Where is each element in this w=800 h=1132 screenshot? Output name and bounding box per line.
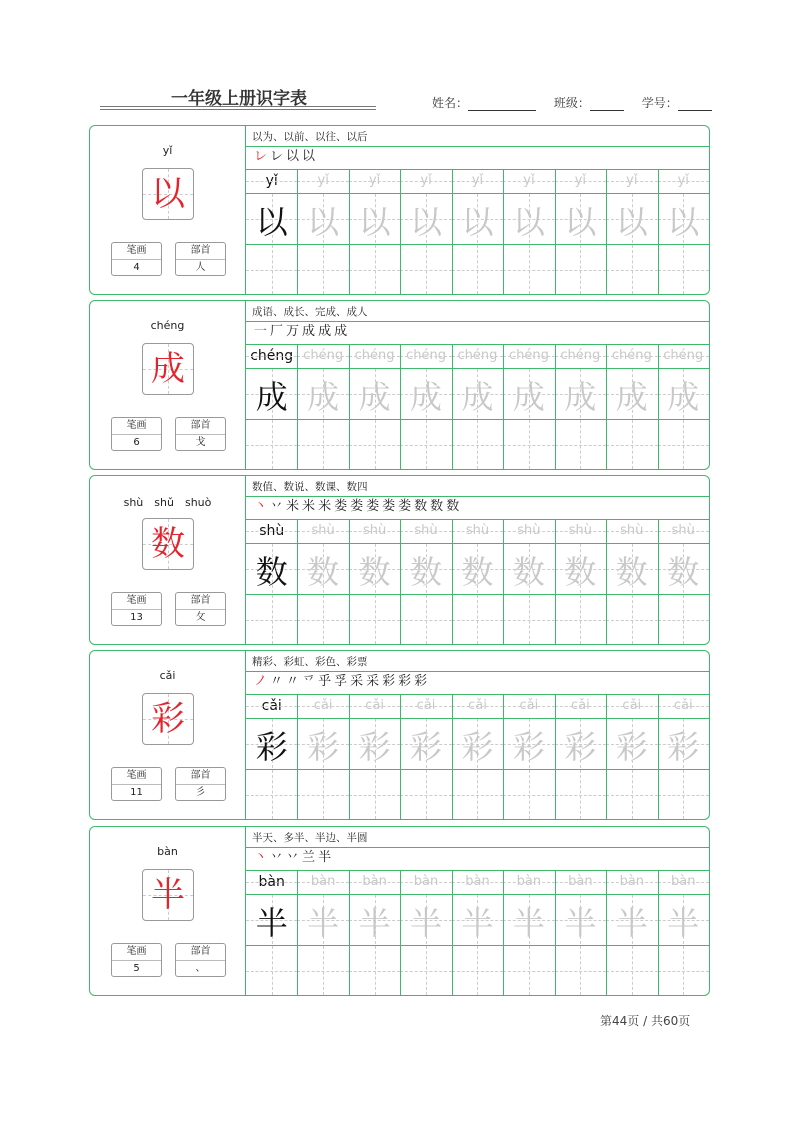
character-info-panel bbox=[90, 301, 246, 469]
pinyin-cell[interactable] bbox=[349, 169, 400, 193]
stroke-step: 孚 bbox=[334, 674, 348, 689]
pinyin-trace: cǎi bbox=[313, 698, 333, 713]
stroke-count-label: 笔画 bbox=[112, 768, 161, 785]
stroke-step: 兰 bbox=[302, 850, 316, 865]
practice-grid bbox=[246, 301, 709, 469]
pinyin-trace: cǎi bbox=[365, 698, 384, 713]
class-label: 班级： bbox=[553, 96, 590, 110]
radical-label: 部首 bbox=[176, 768, 225, 785]
stroke-step: 乎 bbox=[318, 674, 332, 689]
stroke-count-value: 13 bbox=[130, 612, 143, 623]
practice-grid bbox=[246, 651, 709, 819]
character-trace: 半 bbox=[615, 903, 648, 942]
character-trace: 半 bbox=[410, 903, 443, 942]
pinyin-cell[interactable] bbox=[246, 519, 297, 543]
pinyin-trace: bàn bbox=[516, 874, 542, 889]
stroke-count-label: 笔画 bbox=[112, 418, 161, 435]
character-red: 以 bbox=[151, 174, 185, 214]
stroke-step: 丶 bbox=[254, 499, 268, 514]
stroke-step: 彩 bbox=[398, 674, 412, 689]
stroke-count-label: 笔画 bbox=[112, 593, 161, 610]
stroke-step: 厂 bbox=[270, 324, 284, 339]
pinyin-trace: yǐ bbox=[574, 173, 586, 188]
pinyin-cell[interactable] bbox=[400, 870, 451, 894]
character-trace: 数 bbox=[255, 552, 288, 591]
pinyin-trace: cǎi bbox=[622, 698, 642, 713]
pinyin-cell[interactable] bbox=[503, 694, 554, 718]
pinyin-cell[interactable] bbox=[349, 519, 400, 543]
pinyin-cell[interactable] bbox=[400, 694, 451, 718]
pinyin-trace: chéng bbox=[508, 348, 549, 363]
stroke-step: 米 bbox=[302, 499, 316, 514]
stroke-step: 数 bbox=[446, 499, 460, 514]
stroke-order bbox=[254, 672, 430, 694]
number-label: 学号： bbox=[641, 96, 678, 110]
stroke-step: 米 bbox=[318, 499, 332, 514]
practice-grid bbox=[246, 827, 709, 995]
pinyin-trace: shù bbox=[414, 523, 438, 538]
radical-value: 攵 bbox=[195, 612, 206, 623]
stroke-step: 以 bbox=[302, 149, 316, 164]
stroke-order bbox=[254, 147, 318, 169]
character-trace: 数 bbox=[358, 552, 391, 591]
pinyin-practice-row bbox=[246, 344, 709, 368]
practice-grid bbox=[246, 476, 709, 644]
character-trace: 半 bbox=[512, 903, 545, 942]
character-trace: 数 bbox=[461, 552, 494, 591]
character-trace: 半 bbox=[358, 903, 391, 942]
pinyin-trace: yǐ bbox=[471, 173, 484, 188]
character-trace: 成 bbox=[255, 377, 288, 416]
pinyin-trace: chéng bbox=[406, 348, 446, 363]
character-trace: 半 bbox=[667, 903, 700, 942]
pinyin-cell[interactable] bbox=[452, 344, 503, 368]
stroke-step: 彩 bbox=[414, 674, 428, 689]
pinyin-practice-row bbox=[246, 519, 709, 543]
pinyin-trace: cǎi bbox=[519, 698, 539, 713]
character-display-box bbox=[142, 168, 194, 220]
character-trace: 以 bbox=[307, 202, 340, 241]
radical-box bbox=[175, 943, 226, 977]
character-card bbox=[89, 125, 710, 295]
pinyin-cell[interactable] bbox=[555, 169, 606, 193]
pinyin-trace: cǎi bbox=[261, 698, 282, 714]
stroke-order bbox=[254, 497, 462, 519]
stroke-step: 数 bbox=[414, 499, 428, 514]
character-red: 彩 bbox=[151, 699, 185, 739]
pinyin-cell[interactable] bbox=[606, 169, 657, 193]
stroke-count-box bbox=[111, 417, 162, 451]
radical-label: 部首 bbox=[176, 593, 225, 610]
practice-grid bbox=[246, 126, 709, 294]
character-info-panel bbox=[90, 476, 246, 644]
stroke-step: 一 bbox=[254, 324, 268, 339]
pinyin-trace: yǐ bbox=[368, 173, 381, 188]
example-words: 半天、多半、半边、半圆 bbox=[252, 832, 368, 844]
character-trace: 彩 bbox=[255, 727, 288, 766]
character-display-box bbox=[142, 518, 194, 570]
pinyin-cell[interactable] bbox=[246, 169, 297, 193]
character-display-box bbox=[142, 693, 194, 745]
character-trace: 数 bbox=[564, 552, 597, 591]
pinyin-cell[interactable] bbox=[400, 519, 451, 543]
character-trace: 半 bbox=[255, 903, 288, 942]
pinyin-cell[interactable] bbox=[452, 169, 503, 193]
pinyin-trace: shù bbox=[465, 523, 490, 538]
pinyin-trace: yǐ bbox=[265, 173, 278, 189]
pinyin-trace: bàn bbox=[619, 874, 645, 889]
stroke-step: 成 bbox=[318, 324, 332, 339]
number-blank[interactable] bbox=[678, 98, 712, 111]
pinyin-trace: bàn bbox=[413, 874, 439, 889]
character-info-panel bbox=[90, 651, 246, 819]
character-trace: 彩 bbox=[564, 727, 597, 766]
pinyin-cell[interactable] bbox=[503, 344, 554, 368]
character-trace: 半 bbox=[564, 903, 597, 942]
stroke-count-value: 11 bbox=[130, 787, 143, 798]
pinyin-trace: bàn bbox=[671, 874, 696, 889]
pinyin-cell[interactable] bbox=[400, 169, 451, 193]
pinyin-trace: shù bbox=[517, 523, 541, 538]
pinyin-cell[interactable] bbox=[349, 344, 400, 368]
pinyin-trace: yǐ bbox=[420, 173, 432, 188]
example-words: 精彩、彩虹、彩色、彩票 bbox=[252, 656, 368, 668]
pinyin-cell[interactable] bbox=[452, 870, 503, 894]
stroke-step: 〃 bbox=[286, 674, 300, 689]
pinyin-cell[interactable] bbox=[297, 169, 348, 193]
pinyin-trace: chéng bbox=[303, 348, 344, 363]
pinyin-cell[interactable] bbox=[452, 519, 503, 543]
pinyin-cell[interactable] bbox=[555, 519, 606, 543]
pinyin-trace: cǎi bbox=[468, 698, 487, 713]
stroke-step: 米 bbox=[286, 499, 300, 514]
stroke-step: 丶 bbox=[254, 850, 268, 865]
character-trace: 以 bbox=[358, 202, 391, 241]
pinyin-trace: shù bbox=[671, 523, 695, 538]
stroke-count-box bbox=[111, 592, 162, 626]
character-trace: 数 bbox=[615, 552, 648, 591]
character-trace: 彩 bbox=[512, 727, 545, 766]
stroke-count-value: 4 bbox=[133, 262, 140, 273]
character-trace: 成 bbox=[615, 377, 648, 416]
pinyin-cell[interactable] bbox=[503, 169, 554, 193]
stroke-step: 以 bbox=[286, 149, 300, 164]
pinyin-trace: bàn bbox=[465, 874, 490, 889]
pinyin-trace: cǎi bbox=[570, 698, 590, 713]
character-pinyin: bàn bbox=[157, 845, 178, 858]
pinyin-trace: chéng bbox=[560, 348, 601, 363]
example-words: 成语、成长、完成、成人 bbox=[252, 306, 368, 318]
character-card bbox=[89, 826, 710, 996]
character-info-panel bbox=[90, 827, 246, 995]
stroke-step: 半 bbox=[318, 850, 332, 865]
pinyin-cell[interactable] bbox=[400, 344, 451, 368]
pinyin-cell[interactable] bbox=[658, 169, 709, 193]
character-red: 成 bbox=[151, 349, 185, 389]
pinyin-cell[interactable] bbox=[658, 870, 709, 894]
pinyin-practice-row bbox=[246, 169, 709, 193]
stroke-count-label: 笔画 bbox=[112, 243, 161, 260]
stroke-order bbox=[254, 322, 350, 344]
pinyin-trace: shù bbox=[620, 523, 644, 538]
character-card bbox=[89, 650, 710, 820]
pinyin-trace: chéng bbox=[611, 348, 652, 363]
stroke-step: レ bbox=[254, 149, 268, 164]
pinyin-practice-row bbox=[246, 694, 709, 718]
pinyin-cell[interactable] bbox=[658, 694, 709, 718]
page-number: 第44页 / 共60页 bbox=[600, 1014, 691, 1028]
stroke-step: 采 bbox=[366, 674, 380, 689]
stroke-step: 采 bbox=[350, 674, 364, 689]
pinyin-trace: cǎi bbox=[673, 698, 693, 713]
stroke-count-label: 笔画 bbox=[112, 944, 161, 961]
stroke-step: 成 bbox=[302, 324, 316, 339]
pinyin-cell[interactable] bbox=[297, 870, 348, 894]
pinyin-cell[interactable] bbox=[452, 694, 503, 718]
stroke-step: 娄 bbox=[382, 499, 396, 514]
character-trace: 成 bbox=[410, 377, 443, 416]
stroke-order bbox=[254, 848, 334, 870]
pinyin-cell[interactable] bbox=[606, 344, 657, 368]
stroke-step: 数 bbox=[430, 499, 444, 514]
character-trace: 以 bbox=[512, 202, 545, 241]
stroke-step: 娄 bbox=[334, 499, 348, 514]
character-trace: 成 bbox=[564, 377, 597, 416]
example-words: 数值、数说、数课、数四 bbox=[252, 481, 368, 493]
pinyin-cell[interactable] bbox=[503, 870, 554, 894]
radical-value: 彡 bbox=[195, 787, 206, 798]
character-trace: 以 bbox=[564, 202, 597, 241]
pinyin-cell[interactable] bbox=[555, 870, 606, 894]
radical-value: 戈 bbox=[195, 437, 206, 448]
pinyin-trace: bàn bbox=[568, 874, 593, 889]
stroke-step: 〃 bbox=[270, 674, 284, 689]
pinyin-trace: chéng bbox=[457, 348, 498, 363]
character-trace: 成 bbox=[667, 377, 700, 416]
stroke-step: レ bbox=[270, 149, 284, 164]
character-card bbox=[89, 475, 710, 645]
pinyin-trace: bàn bbox=[310, 874, 336, 889]
character-red: 数 bbox=[151, 524, 185, 564]
stroke-step: 丷 bbox=[270, 850, 284, 865]
character-trace: 彩 bbox=[358, 727, 391, 766]
pinyin-practice-row bbox=[246, 870, 709, 894]
radical-value: 人 bbox=[195, 262, 206, 273]
radical-box bbox=[175, 417, 226, 451]
pinyin-cell[interactable] bbox=[555, 694, 606, 718]
character-trace: 以 bbox=[410, 202, 443, 241]
pinyin-trace: cǎi bbox=[416, 698, 436, 713]
character-trace: 以 bbox=[255, 202, 288, 241]
character-trace: 以 bbox=[615, 202, 648, 241]
stroke-step: ノ bbox=[254, 674, 268, 689]
radical-box bbox=[175, 592, 226, 626]
stroke-count-value: 6 bbox=[133, 437, 140, 448]
character-trace: 数 bbox=[512, 552, 545, 591]
character-trace: 彩 bbox=[667, 727, 700, 766]
stroke-step: 彩 bbox=[382, 674, 396, 689]
pinyin-cell[interactable] bbox=[246, 694, 297, 718]
pinyin-cell[interactable] bbox=[555, 344, 606, 368]
pinyin-trace: chéng bbox=[354, 348, 395, 363]
character-trace: 半 bbox=[307, 903, 340, 942]
stroke-step: 娄 bbox=[350, 499, 364, 514]
character-trace: 彩 bbox=[307, 727, 340, 766]
pinyin-trace: shù bbox=[362, 523, 387, 538]
pinyin-trace: yǐ bbox=[317, 173, 329, 188]
pinyin-trace: bàn bbox=[258, 874, 285, 890]
pinyin-cell[interactable] bbox=[658, 519, 709, 543]
character-card bbox=[89, 300, 710, 470]
pinyin-trace: chéng bbox=[663, 348, 704, 363]
character-display-box bbox=[142, 869, 194, 921]
pinyin-trace: shù bbox=[311, 523, 335, 538]
pinyin-trace: chéng bbox=[250, 348, 294, 364]
stroke-step: 娄 bbox=[398, 499, 412, 514]
pinyin-cell[interactable] bbox=[349, 870, 400, 894]
character-pinyin: shù shǔ shuò bbox=[123, 496, 212, 509]
character-trace: 半 bbox=[461, 903, 494, 942]
worksheet-title: 一年级上册识字表 bbox=[171, 89, 307, 109]
character-trace: 数 bbox=[307, 552, 340, 591]
pinyin-trace: yǐ bbox=[677, 173, 689, 188]
pinyin-cell[interactable] bbox=[297, 344, 348, 368]
title-underline bbox=[100, 106, 376, 107]
pinyin-cell[interactable] bbox=[246, 870, 297, 894]
character-trace: 数 bbox=[410, 552, 443, 591]
character-trace: 成 bbox=[358, 377, 391, 416]
pinyin-cell[interactable] bbox=[606, 694, 657, 718]
radical-box bbox=[175, 242, 226, 276]
radical-label: 部首 bbox=[176, 243, 225, 260]
pinyin-trace: yǐ bbox=[626, 173, 638, 188]
title-underline bbox=[100, 109, 376, 110]
stroke-count-box bbox=[111, 242, 162, 276]
name-blank[interactable] bbox=[468, 98, 536, 111]
character-trace: 彩 bbox=[410, 727, 443, 766]
character-info-panel bbox=[90, 126, 246, 294]
pinyin-cell[interactable] bbox=[297, 694, 348, 718]
student-info-fields bbox=[432, 94, 712, 111]
stroke-step: 乊 bbox=[302, 674, 316, 689]
pinyin-trace: yǐ bbox=[523, 173, 535, 188]
character-pinyin: cǎi bbox=[159, 669, 176, 682]
pinyin-trace: shù bbox=[259, 523, 285, 539]
pinyin-cell[interactable] bbox=[503, 519, 554, 543]
pinyin-cell[interactable] bbox=[658, 344, 709, 368]
character-trace: 以 bbox=[461, 202, 494, 241]
stroke-count-box bbox=[111, 767, 162, 801]
pinyin-cell[interactable] bbox=[246, 344, 297, 368]
pinyin-trace: bàn bbox=[362, 874, 387, 889]
character-trace: 成 bbox=[307, 377, 340, 416]
stroke-step: 成 bbox=[334, 324, 348, 339]
stroke-count-box bbox=[111, 943, 162, 977]
character-trace: 彩 bbox=[615, 727, 648, 766]
character-pinyin: yǐ bbox=[162, 144, 173, 157]
name-label: 姓名： bbox=[432, 96, 469, 110]
stroke-step: 丷 bbox=[286, 850, 300, 865]
character-trace: 数 bbox=[667, 552, 700, 591]
pinyin-cell[interactable] bbox=[349, 694, 400, 718]
character-display-box bbox=[142, 343, 194, 395]
stroke-step: 万 bbox=[286, 324, 300, 339]
radical-label: 部首 bbox=[176, 418, 225, 435]
stroke-count-value: 5 bbox=[133, 963, 140, 974]
stroke-step: 娄 bbox=[366, 499, 380, 514]
example-words: 以为、以前、以往、以后 bbox=[252, 131, 368, 143]
character-trace: 彩 bbox=[461, 727, 494, 766]
character-trace: 成 bbox=[461, 377, 494, 416]
character-pinyin: chéng bbox=[150, 319, 185, 332]
radical-value: 、 bbox=[195, 963, 206, 974]
pinyin-cell[interactable] bbox=[606, 519, 657, 543]
radical-box bbox=[175, 767, 226, 801]
character-trace: 成 bbox=[512, 377, 545, 416]
character-trace: 以 bbox=[667, 202, 700, 241]
character-red: 半 bbox=[151, 875, 185, 915]
stroke-step: 丷 bbox=[270, 499, 284, 514]
pinyin-trace: shù bbox=[568, 523, 592, 538]
pinyin-cell[interactable] bbox=[297, 519, 348, 543]
radical-label: 部首 bbox=[176, 944, 225, 961]
pinyin-cell[interactable] bbox=[606, 870, 657, 894]
class-blank[interactable] bbox=[590, 98, 624, 111]
